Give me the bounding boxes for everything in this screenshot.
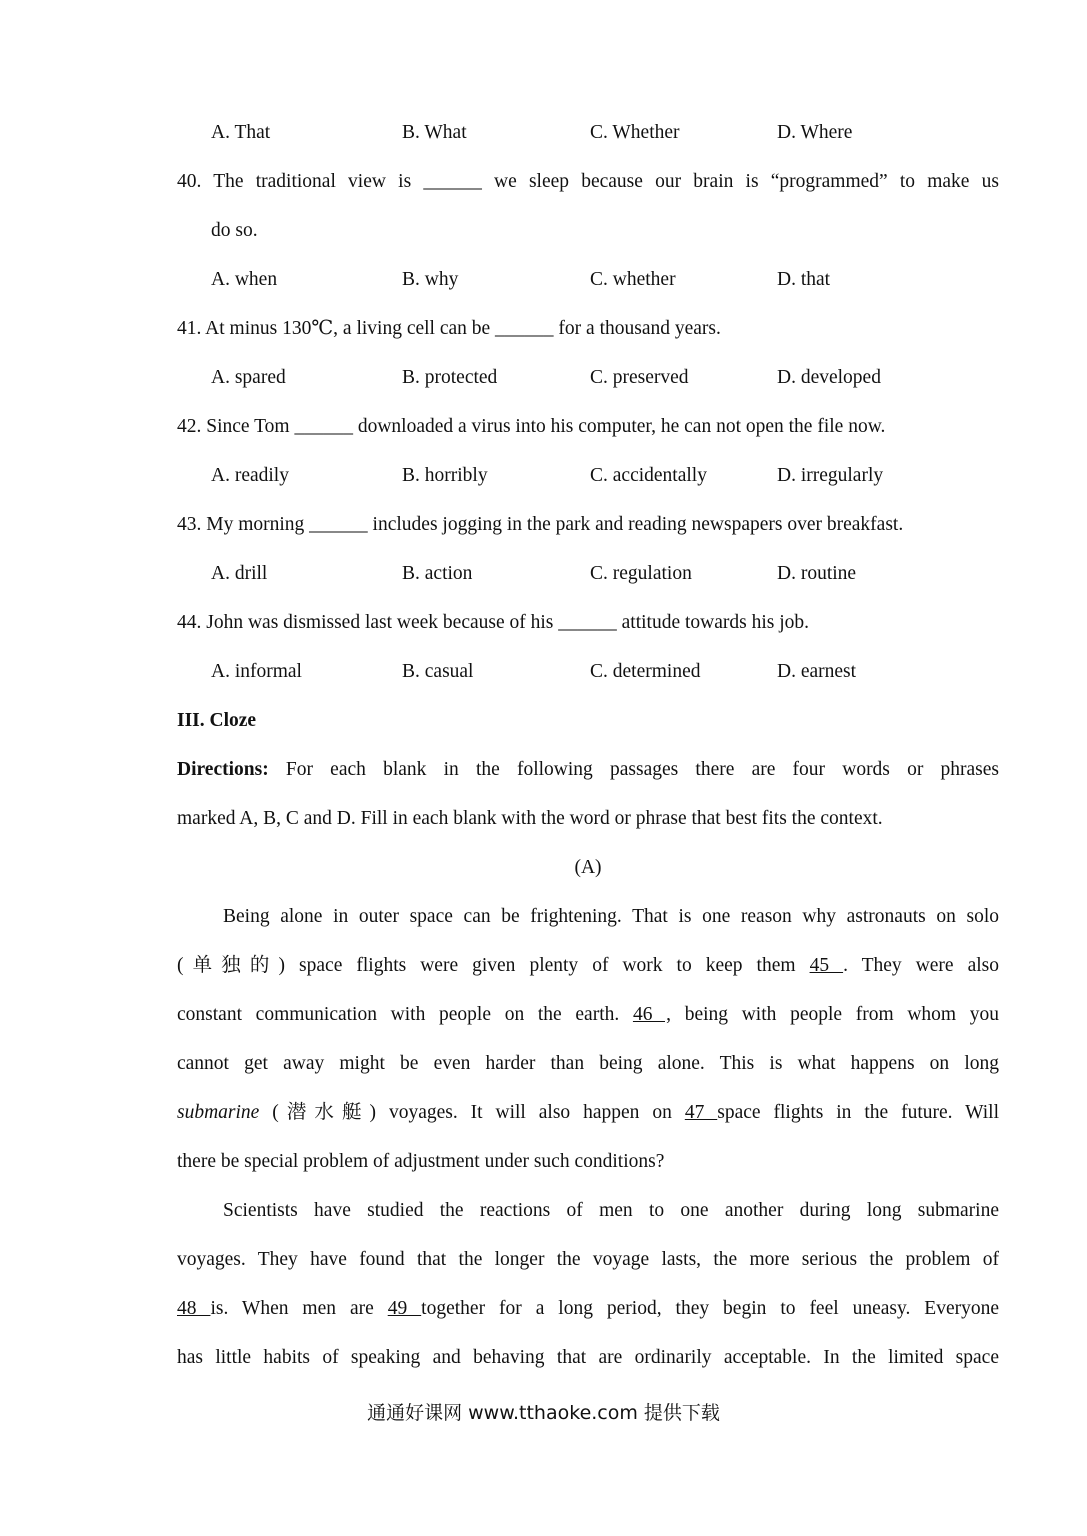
- option-b: B. What: [402, 122, 467, 143]
- q39-options: [177, 108, 999, 157]
- passage-italic: submarine: [177, 1102, 260, 1123]
- passage-line: [177, 990, 999, 1039]
- passage-text: together for a long period, they begin to feel uneasy. Everyone: [421, 1298, 1000, 1319]
- passage-text: space flights in the future. Will: [717, 1102, 1000, 1123]
- option-d: D. Where: [777, 122, 853, 143]
- blank-47: 47: [684, 1102, 718, 1123]
- q44-options: [177, 647, 999, 696]
- directions-text: For each blank in the following passages there are four words or phrases: [285, 759, 999, 780]
- section-heading: III. Cloze: [177, 710, 257, 731]
- passage-line: [177, 1284, 999, 1333]
- passage-line: voyages. They have found that the longer the voyage lasts, the more serious the problem of: [177, 1249, 999, 1270]
- option-d: D. that: [777, 269, 831, 290]
- passage-line: [177, 1088, 999, 1137]
- directions-line1: [177, 745, 999, 794]
- option-b: B. action: [402, 563, 473, 584]
- blank-49: 49: [387, 1298, 422, 1319]
- directions-line2: marked A, B, C and D. Fill in each blank with the word or phrase that best fits the context.: [177, 808, 883, 829]
- q40-options: [177, 255, 999, 304]
- passage-line: there be special problem of adjustment under such conditions?: [177, 1151, 665, 1172]
- blank-48: 48: [177, 1298, 211, 1319]
- passage-line: cannot get away might be even harder than being alone. This is what happens on long: [177, 1053, 999, 1074]
- passage-text: (潜水艇) voyages. It will also happen on: [272, 1102, 672, 1123]
- blank-46: 46 ,: [632, 1004, 672, 1025]
- q40-text-line1: 40. The traditional view is ______ we sleep because our brain is “programmed” to make us: [177, 171, 999, 192]
- passage-text: . They were also: [843, 955, 1000, 976]
- option-b: B. horribly: [402, 465, 488, 486]
- option-c: C. whether: [590, 269, 676, 290]
- blank-45: 45: [809, 955, 844, 976]
- exam-page: [177, 108, 999, 1382]
- option-b: B. protected: [402, 367, 498, 388]
- option-d: D. developed: [777, 367, 881, 388]
- q43-text: 43. My morning ______ includes jogging in the park and reading newspapers over breakfast.: [177, 514, 904, 535]
- passage-line: Being alone in outer space can be frightening. That is one reason why astronauts on solo: [223, 906, 999, 927]
- option-c: C. preserved: [590, 367, 689, 388]
- q41-options: [177, 353, 999, 402]
- q43-options: [177, 549, 999, 598]
- option-c: C. regulation: [590, 563, 692, 584]
- passage-text: being with people from whom you: [684, 1004, 1000, 1025]
- passage-line: has little habits of speaking and behaving that are ordinarily acceptable. In the limited space: [177, 1347, 999, 1368]
- page-footer: 通通好课网 www.tthaoke.com 提供下载: [367, 1402, 720, 1424]
- option-b: B. casual: [402, 661, 474, 682]
- passage-line: [177, 941, 999, 990]
- q42-text: 42. Since Tom ______ downloaded a virus into his computer, he can not open the file now.: [177, 416, 886, 437]
- q40-text-line2: do so.: [211, 220, 258, 241]
- option-a: A. informal: [211, 661, 302, 682]
- option-a: A. drill: [211, 563, 268, 584]
- q41-text: 41. At minus 130℃, a living cell can be ______ for a thousand years.: [177, 318, 721, 339]
- option-a: A. when: [211, 269, 278, 290]
- q44-text: 44. John was dismissed last week because of his ______ attitude towards his job.: [177, 612, 810, 633]
- q42-options: [177, 451, 999, 500]
- passage-label: (A): [574, 857, 602, 878]
- option-c: C. determined: [590, 661, 701, 682]
- directions-label: Directions:: [177, 759, 269, 780]
- option-a: A. That: [211, 122, 271, 143]
- passage-text: is. When men are: [210, 1298, 374, 1319]
- passage-text: constant communication with people on the earth.: [177, 1004, 620, 1025]
- option-d: D. earnest: [777, 661, 857, 682]
- option-d: D. irregularly: [777, 465, 884, 486]
- option-c: C. accidentally: [590, 465, 707, 486]
- option-b: B. why: [402, 269, 459, 290]
- option-d: D. routine: [777, 563, 857, 584]
- option-a: A. spared: [211, 367, 286, 388]
- passage-line: Scientists have studied the reactions of men to one another during long submarine: [223, 1200, 999, 1221]
- option-c: C. Whether: [590, 122, 680, 143]
- passage-text: (单独的) space flights were given plenty of work to keep them: [177, 955, 796, 976]
- option-a: A. readily: [211, 465, 289, 486]
